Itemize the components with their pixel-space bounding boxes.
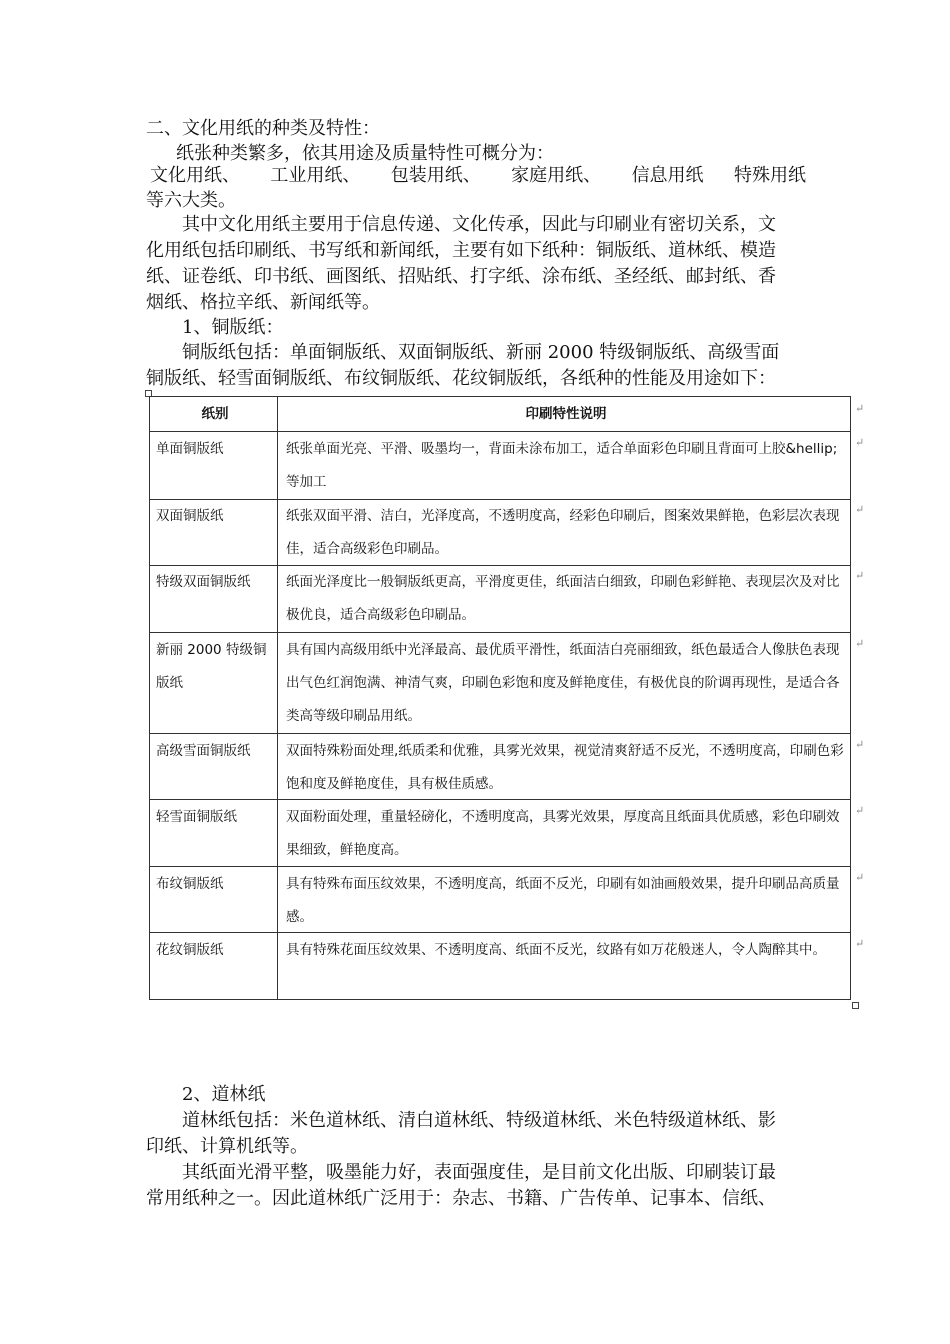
paragraph-line: 常用纸种之一。因此道林纸广泛用于：杂志、书籍、广告传单、记事本、信纸、 <box>146 1188 776 1209</box>
section-title: 1、铜版纸： <box>182 317 284 338</box>
row-divider <box>150 866 850 867</box>
category-item: 包装用纸、 <box>390 165 481 186</box>
table-row-name: 布纹铜版纸 <box>156 876 224 892</box>
paragraph-mark-icon: ↵ <box>855 937 865 950</box>
table-row-name: 高级雪面铜版纸 <box>156 743 251 759</box>
paragraph-line: 烟纸、格拉辛纸、新闻纸等。 <box>146 292 380 313</box>
table-row-name: 特级双面铜版纸 <box>156 574 251 590</box>
table-row-name: 轻雪面铜版纸 <box>156 809 237 825</box>
intro-line: 等六大类。 <box>146 190 236 211</box>
paragraph-line: 道林纸包括：米色道林纸、清白道林纸、特级道林纸、米色特级道林纸、影 <box>182 1110 776 1131</box>
section-title: 2、道林纸 <box>182 1084 266 1105</box>
category-item: 特殊用纸 <box>733 165 806 186</box>
column-divider <box>277 397 278 999</box>
intro-line: 纸张种类繁多，依其用途及质量特性可概分为： <box>176 143 554 164</box>
table-row-desc: 双面特殊粉面处理,纸质柔和优雅，具雾光效果，视觉清爽舒适不反光，不透明度高，印刷色彩饱和度及鲜艳度佳，具有极佳质感。 <box>286 743 844 792</box>
category-list <box>150 163 806 189</box>
paragraph-line: 印纸、计算机纸等。 <box>146 1136 308 1157</box>
paragraph-line: 其中文化用纸主要用于信息传递、文化传承，因此与印刷业有密切关系，文 <box>182 214 776 235</box>
paragraph-mark-icon: ↵ <box>855 569 865 582</box>
table-row-name: 花纹铜版纸 <box>156 942 224 958</box>
paragraph-mark-icon: ↵ <box>855 436 865 449</box>
paragraph-line: 纸、证卷纸、印书纸、画图纸、招贴纸、打字纸、涂布纸、圣经纸、邮封纸、香 <box>146 266 776 287</box>
paper-properties-table <box>149 396 851 1000</box>
paragraph-mark-icon: ↵ <box>855 402 865 415</box>
row-divider <box>150 733 850 734</box>
table-row-desc: 具有特殊花面压纹效果、不透明度高、纸面不反光，纹路有如万花般迷人，令人陶醉其中。 <box>286 942 826 958</box>
table-row-desc: 双面粉面处理，重量轻磅化，不透明度高，具雾光效果，厚度高且纸面具优质感，彩色印刷效果细致，鲜艳度高。 <box>286 809 840 858</box>
table-row-name: 新丽 2000 特级铜版纸 <box>156 642 267 691</box>
header-paper-type: 纸别 <box>201 406 229 422</box>
paragraph-line: 铜版纸、轻雪面铜版纸、布纹铜版纸、花纹铜版纸，各纸种的性能及用途如下： <box>146 368 776 389</box>
table-row-desc: 具有特殊布面压纹效果，不透明度高，纸面不反光，印刷有如油画般效果，提升印刷品高质量感。 <box>286 876 840 925</box>
paragraph-mark-icon: ↵ <box>855 804 865 817</box>
paragraph-mark-icon: ↵ <box>855 637 865 650</box>
row-divider <box>150 799 850 800</box>
paragraph-line: 化用纸包括印刷纸、书写纸和新闻纸，主要有如下纸种：铜版纸、道林纸、模造 <box>146 240 776 261</box>
paragraph-mark-icon: ↵ <box>855 871 865 884</box>
paragraph-line: 其纸面光滑平整，吸墨能力好，表面强度佳，是目前文化出版、印刷装订最 <box>182 1162 776 1183</box>
paragraph-mark-icon: ↵ <box>855 738 865 751</box>
table-row-desc: 纸张单面光亮、平滑、吸墨均一，背面未涂布加工，适合单面彩色印刷且背面可上胶&hellip;等加工 <box>286 441 838 490</box>
category-item: 家庭用纸、 <box>511 165 602 186</box>
category-item: 工业用纸、 <box>270 165 361 186</box>
category-item: 信息用纸 <box>631 165 704 186</box>
paragraph-mark-icon: ↵ <box>855 503 865 516</box>
table-row-desc: 具有国内高级用纸中光泽最高、最优质平滑性，纸面洁白亮丽细致，纸色最适合人像肤色表现出气色红润饱满、神清气爽，印刷色彩饱和度及鲜艳度佳，有极优良的阶调再现性，是适合各类高等级印刷品用纸。 <box>286 642 840 724</box>
table-row-desc: 纸张双面平滑、洁白，光泽度高，不透明度高，经彩色印刷后，图案效果鲜艳，色彩层次表现佳，适合高级彩色印刷品。 <box>286 508 840 557</box>
section-heading: 二、文化用纸的种类及特性： <box>146 118 380 139</box>
row-divider <box>150 632 850 633</box>
table-row-desc: 纸面光泽度比一般铜版纸更高，平滑度更佳，纸面洁白细致，印刷色彩鲜艳、表现层次及对比极优良，适合高级彩色印刷品。 <box>286 574 840 623</box>
row-divider <box>150 932 850 933</box>
header-print-properties: 印刷特性说明 <box>525 406 607 422</box>
paragraph-line: 铜版纸包括：单面铜版纸、双面铜版纸、新丽 2000 特级铜版纸、高级雪面 <box>182 342 780 363</box>
table-resize-handle[interactable] <box>852 1002 859 1009</box>
table-row-name: 双面铜版纸 <box>156 508 224 524</box>
table-row-name: 单面铜版纸 <box>156 441 224 457</box>
row-divider <box>150 431 850 432</box>
category-item: 文化用纸、 <box>150 165 240 186</box>
